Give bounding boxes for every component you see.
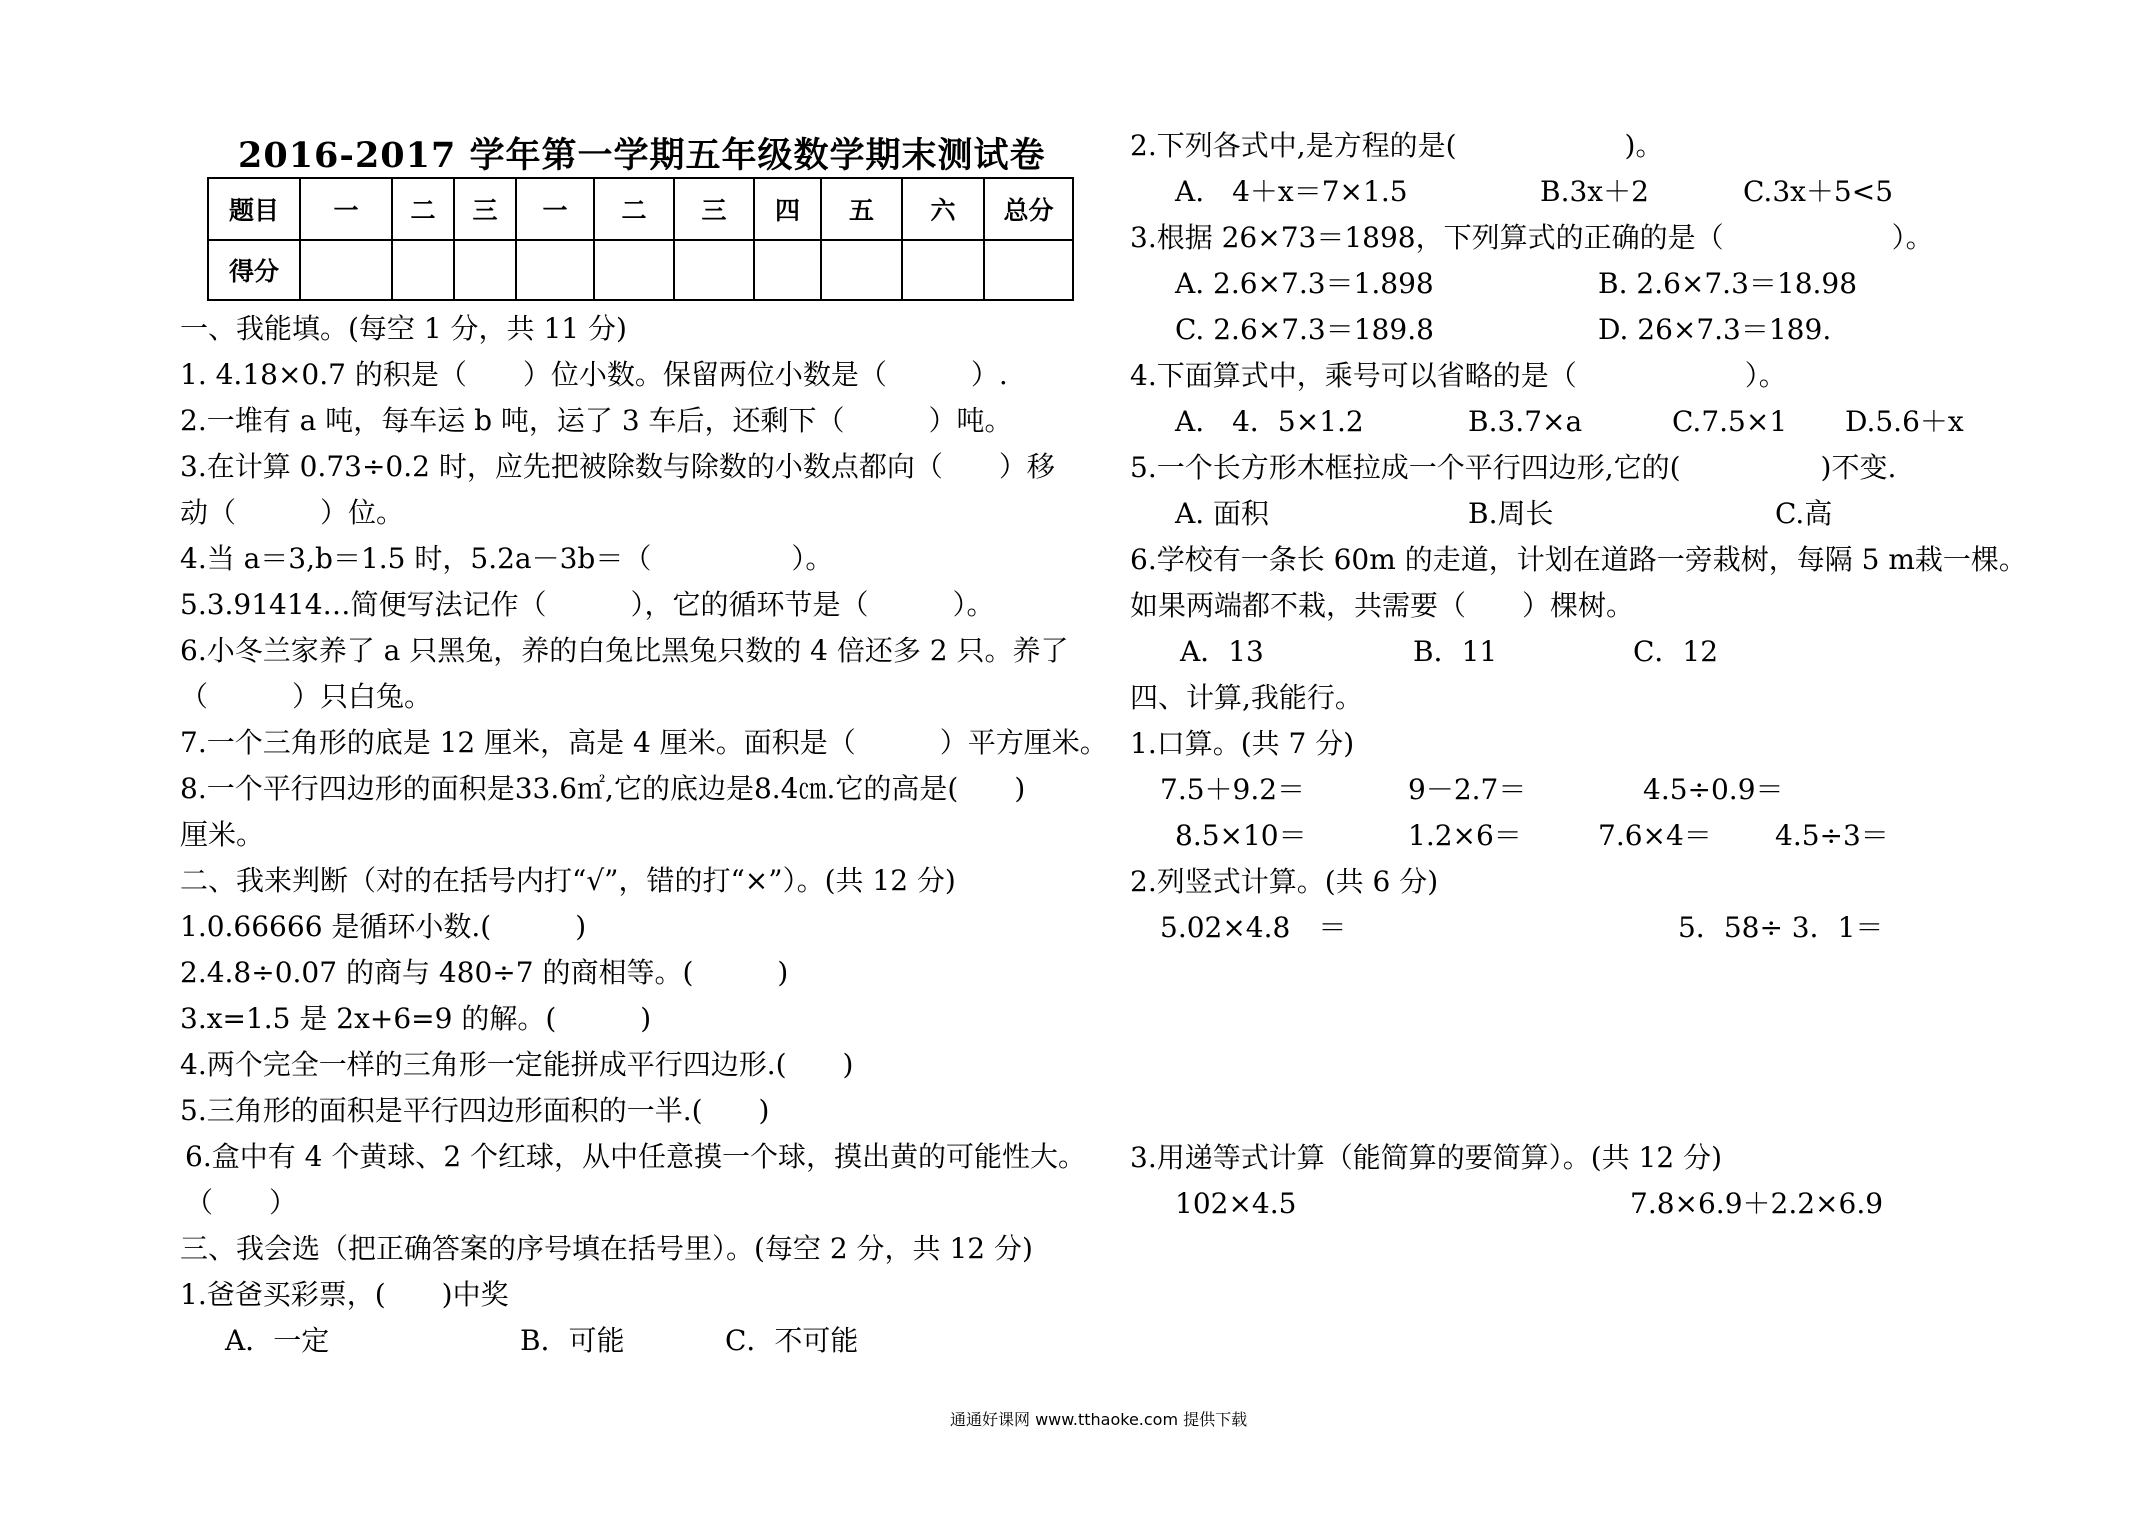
- column-header: 二: [594, 178, 674, 240]
- score-table-score-row: [208, 240, 1073, 300]
- option-b: B.3x＋2: [1540, 175, 1649, 208]
- option-a: A. 2.6×7.3＝1.898: [1175, 267, 1434, 300]
- score-cell: [516, 240, 594, 300]
- column-header: 四: [754, 178, 821, 240]
- column-header: 六: [902, 178, 984, 240]
- question-line: 1.口算。(共 7 分): [1130, 727, 1355, 760]
- question-line: 4.两个完全一样的三角形一定能拼成平行四边形.( ): [180, 1048, 854, 1081]
- vertical-calc-item: 5．58÷ 3．1＝: [1678, 911, 1884, 944]
- oral-calc-item: 4.5÷3＝: [1775, 819, 1889, 852]
- score-cell: [902, 240, 984, 300]
- oral-calc-item: 7.6×4＝: [1598, 819, 1712, 852]
- option-d: D.5.6＋x: [1845, 405, 1964, 438]
- option-c: C. 2.6×7.3＝189.8: [1175, 313, 1434, 346]
- question-line: 如果两端都不栽，共需要（ ）棵树。: [1130, 589, 1635, 622]
- question-line: 3.x=1.5 是 2x+6=9 的解。( ): [180, 1002, 652, 1035]
- score-cell: [454, 240, 516, 300]
- question-line: 8.一个平行四边形的面积是33.6㎡,它的底边是8.4㎝.它的高是( ): [180, 772, 1026, 805]
- question-line: 4.当 a＝3,b＝1.5 时，5.2a－3b＝（ ）。: [180, 542, 834, 575]
- column-header: 五: [821, 178, 902, 240]
- question-line: 1. 4.18×0.7 的积是（ ）位小数。保留两位小数是（ ）.: [180, 358, 1008, 391]
- option-b: B．可能: [520, 1324, 625, 1357]
- option-a: A．13: [1180, 635, 1264, 668]
- question-line: 2.下列各式中,是方程的是( )。: [1130, 129, 1664, 162]
- question-line: 3.用递等式计算（能简算的要简算）。(共 12 分): [1130, 1141, 1722, 1174]
- section-3-heading: 三、我会选（把正确答案的序号填在括号里）。(每空 2 分，共 12 分): [180, 1232, 1033, 1265]
- column-header-total: 总分: [984, 178, 1073, 240]
- question-line: 6.小冬兰家养了 a 只黑兔，养的白兔比黑兔只数的 4 倍还多 2 只。养了: [180, 634, 1069, 667]
- question-line: 6.盒中有 4 个黄球、2 个红球，从中任意摸一个球，摸出黄的可能性大。: [185, 1140, 1087, 1173]
- oral-calc-item: 4.5÷0.9＝: [1643, 773, 1784, 806]
- section-4-heading: 四、计算,我能行。: [1130, 681, 1363, 714]
- question-line: 4.下面算式中，乘号可以省略的是（ ）。: [1130, 359, 1787, 392]
- score-cell: [300, 240, 392, 300]
- score-cell: [754, 240, 821, 300]
- question-line: 1.爸爸买彩票，( )中奖: [180, 1278, 509, 1311]
- option-a: A. 面积: [1175, 497, 1270, 530]
- oral-calc-item: 1.2×6＝: [1408, 819, 1522, 852]
- score-table-header-row: [208, 178, 1073, 240]
- question-line: 3.在计算 0.73÷0.2 时，应先把被除数与除数的小数点都向（ ）移: [180, 450, 1055, 483]
- question-line: 1.0.66666 是循环小数.( ): [180, 910, 587, 943]
- score-cell: [821, 240, 902, 300]
- option-b: B.周长: [1468, 497, 1554, 530]
- score-table: [207, 177, 1074, 301]
- question-line: 5.3.91414…简便写法记作（ ），它的循环节是（ ）。: [180, 588, 995, 621]
- question-line: 5.三角形的面积是平行四边形面积的一半.( ): [180, 1094, 770, 1127]
- option-d: D. 26×7.3＝189.: [1598, 313, 1832, 346]
- option-c: C．不可能: [725, 1324, 859, 1357]
- option-c: C．12: [1633, 635, 1719, 668]
- question-line: 7.一个三角形的底是 12 厘米，高是 4 厘米。面积是（ ）平方厘米。: [180, 726, 1108, 759]
- footer-credit: 通通好课网 www.tthaoke.com 提供下载: [950, 1410, 1248, 1429]
- row-header-score: 得分: [208, 240, 300, 300]
- option-b: B. 2.6×7.3＝18.98: [1598, 267, 1858, 300]
- option-a: A. 4＋x＝7×1.5: [1175, 175, 1408, 208]
- section-2-heading: 二、我来判断（对的在括号内打“√”，错的打“×”）。(共 12 分): [180, 864, 956, 897]
- question-line: 厘米。: [180, 818, 265, 851]
- column-header: 一: [516, 178, 594, 240]
- score-cell-total: [984, 240, 1073, 300]
- option-a: A．一定: [225, 1324, 330, 1357]
- column-header: 二: [392, 178, 454, 240]
- option-b: B．11: [1413, 635, 1498, 668]
- oral-calc-item: 9－2.7＝: [1408, 773, 1527, 806]
- question-line: 2.一堆有 a 吨，每车运 b 吨，运了 3 车后，还剩下（ ）吨。: [180, 404, 1013, 437]
- row-header-topic: 题目: [208, 178, 300, 240]
- column-header: 三: [674, 178, 754, 240]
- question-line: 2.列竖式计算。(共 6 分): [1130, 865, 1439, 898]
- question-line: （ ）: [185, 1186, 298, 1219]
- oral-calc-item: 7.5＋9.2＝: [1160, 773, 1306, 806]
- stepwise-calc-item: 102×4.5: [1175, 1187, 1297, 1220]
- option-b: B.3.7×a: [1468, 405, 1583, 438]
- question-line: 6.学校有一条长 60m 的走道，计划在道路一旁栽树，每隔 5 m栽一棵。: [1130, 543, 2027, 576]
- score-cell: [594, 240, 674, 300]
- question-line: 动（ ）位。: [180, 496, 405, 529]
- option-c: C.3x＋5<5: [1743, 175, 1894, 208]
- column-header: 三: [454, 178, 516, 240]
- oral-calc-item: 8.5×10＝: [1175, 819, 1307, 852]
- question-line: 2.4.8÷0.07 的商与 480÷7 的商相等。( ): [180, 956, 789, 989]
- question-line: 5.一个长方形木框拉成一个平行四边形,它的( )不变.: [1130, 451, 1897, 484]
- column-header: 一: [300, 178, 392, 240]
- option-c: C.高: [1775, 497, 1833, 530]
- question-line: （ ）只白兔。: [180, 680, 433, 713]
- question-line: 3.根据 26×73＝1898，下列算式的正确的是（ ）。: [1130, 221, 1934, 254]
- page-title: 2016-2017 学年第一学期五年级数学期末测试卷: [238, 135, 1046, 176]
- score-cell: [674, 240, 754, 300]
- option-a: A. 4．5×1.2: [1175, 405, 1364, 438]
- vertical-calc-item: 5.02×4.8 ＝: [1160, 911, 1347, 944]
- option-c: C.7.5×1: [1672, 405, 1788, 438]
- section-1-heading: 一、我能填。(每空 1 分，共 11 分): [180, 312, 627, 345]
- stepwise-calc-item: 7.8×6.9＋2.2×6.9: [1630, 1187, 1884, 1220]
- score-cell: [392, 240, 454, 300]
